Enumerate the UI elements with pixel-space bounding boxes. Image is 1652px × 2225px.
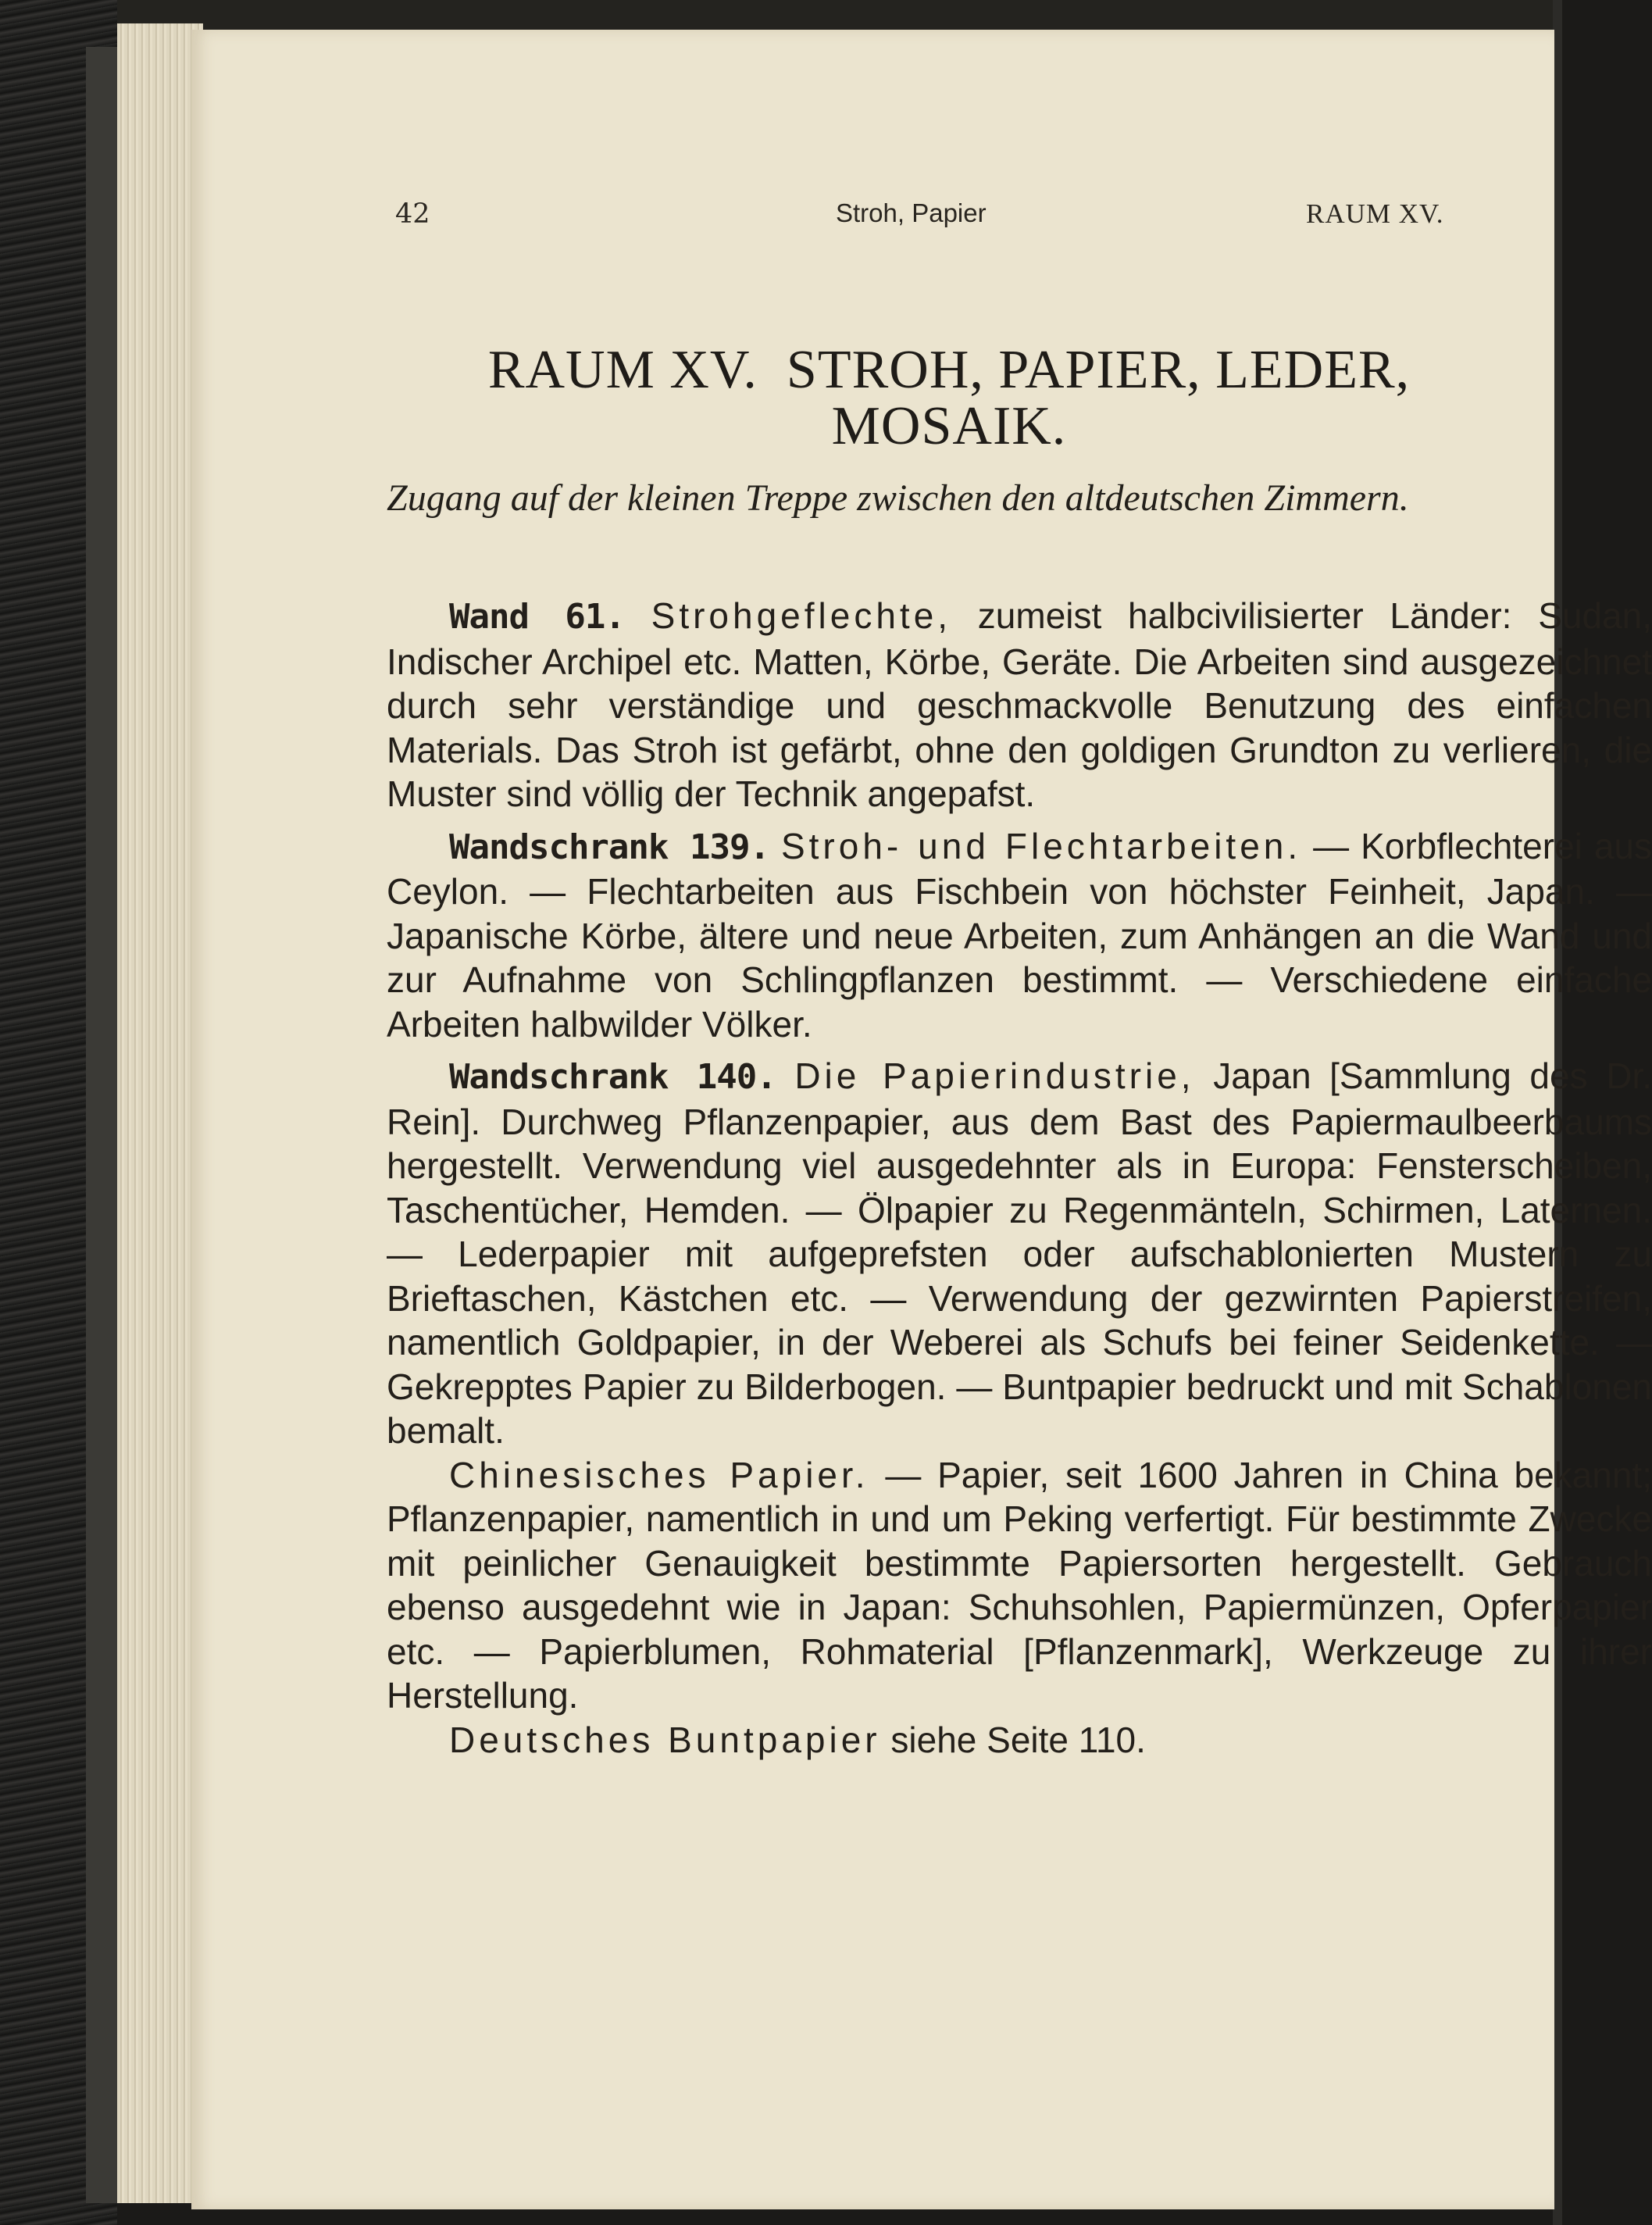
section-deutsches-buntpapier xyxy=(387,1718,1652,1762)
section-label: Wand 61. xyxy=(449,597,625,637)
book-page xyxy=(191,30,1652,2209)
chapter-title-line1: RAUM XV. STROH, PAPIER, LEDER, xyxy=(487,340,1411,400)
section-text: zumeist halbcivilisierter Länder: Sudan, Indischer Archipel etc. Matten, Körbe, Geräte. Die Arbeiten sind ausgezeichnet durch sehr verständige und geschmackvolle Benutzung des einfachen Materials. Das Stroh ist gefärbt, ohne den goldigen Grundton zu verlieren, die Muster sind völlig der Technik angepafst. xyxy=(387,595,1652,814)
section-label: Wandschrank 140. xyxy=(449,1057,776,1097)
chapter-title xyxy=(379,342,1519,455)
section-lead: Strohgeflechte, xyxy=(651,595,952,636)
running-header xyxy=(191,169,1554,230)
section-text: Japan [Sammlung des Dr. Rein]. Durchweg Pflanzenpapier, aus dem Bast des Papiermaulbeerbaums hergestellt. Verwendung viel ausgedehnter als in Europa: Fensterscheiben, Taschentücher, Hemden. — Ölpapier zu Regenmänteln, Schirmen, Laternen. — Lederpapier mit aufgeprefsten oder aufschablonierten Mustern zu Brieftaschen, Kästchen etc. — Verwendung der gezwirnten Papierstreifen, namentlich Goldpapier, in der Weberei als Schufs bei feiner Seidenkette. — Gekrepptes Papier zu Bilderbogen. — Buntpapier bedruckt und mit Schablonen bemalt. xyxy=(387,1055,1652,1451)
page-stack-edges xyxy=(117,23,203,2203)
section-wand-61 xyxy=(387,594,1652,816)
chapter-subtitle: Zugang auf der kleinen Treppe zwischen den altdeutschen Zimmern. xyxy=(387,477,1409,519)
top-background xyxy=(117,0,1562,31)
section-label: Wandschrank 139. xyxy=(449,827,770,867)
section-lead: Chinesisches Papier. xyxy=(449,1454,869,1495)
chapter-title-line2: MOSAIK. xyxy=(831,396,1067,456)
section-lead: Die Papierindustrie, xyxy=(794,1055,1195,1096)
section-chinesisches-papier xyxy=(387,1453,1652,1718)
section-text: — Papier, seit 1600 Jahren in China bekannt; Pflanzenpapier, namentlich in und um Peking verfertigt. Für bestimmte Zwecke mit peinlicher Genauigkeit bestimmte Papiersorten hergestellt. Gebrauch ebenso ausgedehnt wie in Japan: Schuhsohlen, Papiermünzen, Opferpapier etc. — Papierblumen, Rohmaterial [Pflanzenmark], Werkzeuge zu ihrer Herstellung. xyxy=(387,1454,1652,1716)
section-wandschrank-140 xyxy=(387,1054,1652,1453)
body-text xyxy=(387,594,1652,1762)
binding-edge xyxy=(86,47,117,2203)
section-wandschrank-139 xyxy=(387,824,1652,1047)
section-lead: Deutsches Buntpapier xyxy=(449,1719,881,1760)
header-right-title: RAUM XV. xyxy=(1306,198,1444,229)
section-lead: Stroh- und Flechtarbeiten. xyxy=(780,825,1302,866)
section-text: — Korbflechterei aus Ceylon. — Flechtarbeiten aus Fischbein von höchster Feinheit, Japan. — Japanische Körbe, ältere und neue Arbeiten, zum Anhängen an die Wand und zur Aufnahme von Schlingpflanzen bestimmt. — Verschiedene einfache Arbeiten halbwilder Völker. xyxy=(387,825,1652,1045)
header-center-title: Stroh, Papier xyxy=(836,198,987,227)
section-text: siehe Seite 110. xyxy=(880,1719,1146,1760)
page-number: 42 xyxy=(395,198,430,230)
